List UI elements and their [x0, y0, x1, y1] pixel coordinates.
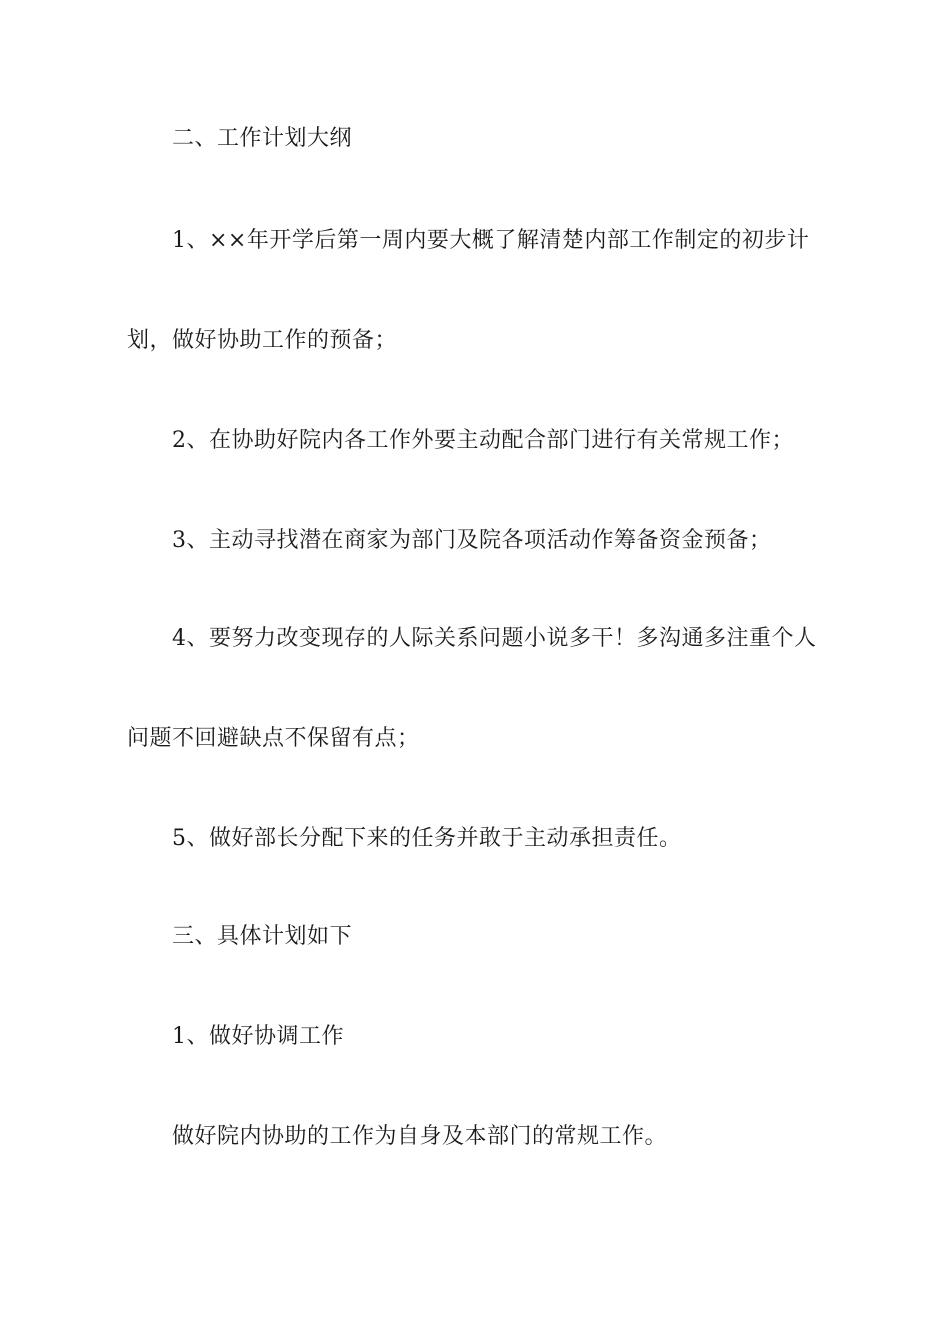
section-heading-plan: 三、具体计划如下	[172, 924, 353, 949]
outline-item-2: 2、在协助好院内各工作外要主动配合部门进行有关常规工作；	[172, 428, 794, 453]
outline-item-4-line-1: 4、要努力改变现存的人际关系问题小说多干！多沟通多注重个人	[172, 626, 817, 651]
plan-item-1-heading: 1、做好协调工作	[172, 1024, 344, 1049]
outline-item-5: 5、做好部长分配下来的任务并敢于主动承担责任。	[172, 826, 682, 851]
outline-item-1-line-1: 1、××年开学后第一周内要大概了解清楚内部工作制定的初步计	[172, 228, 810, 253]
outline-item-4-line-2: 问题不回避缺点不保留有点；	[127, 726, 420, 751]
section-heading-outline: 二、工作计划大纲	[172, 126, 353, 151]
outline-item-3: 3、主动寻找潜在商家为部门及院各项活动作筹备资金预备；	[172, 528, 772, 553]
outline-item-1-line-2: 划，做好协助工作的预备；	[127, 328, 398, 353]
plan-item-1-body: 做好院内协助的工作为自身及本部门的常规工作。	[172, 1124, 668, 1149]
